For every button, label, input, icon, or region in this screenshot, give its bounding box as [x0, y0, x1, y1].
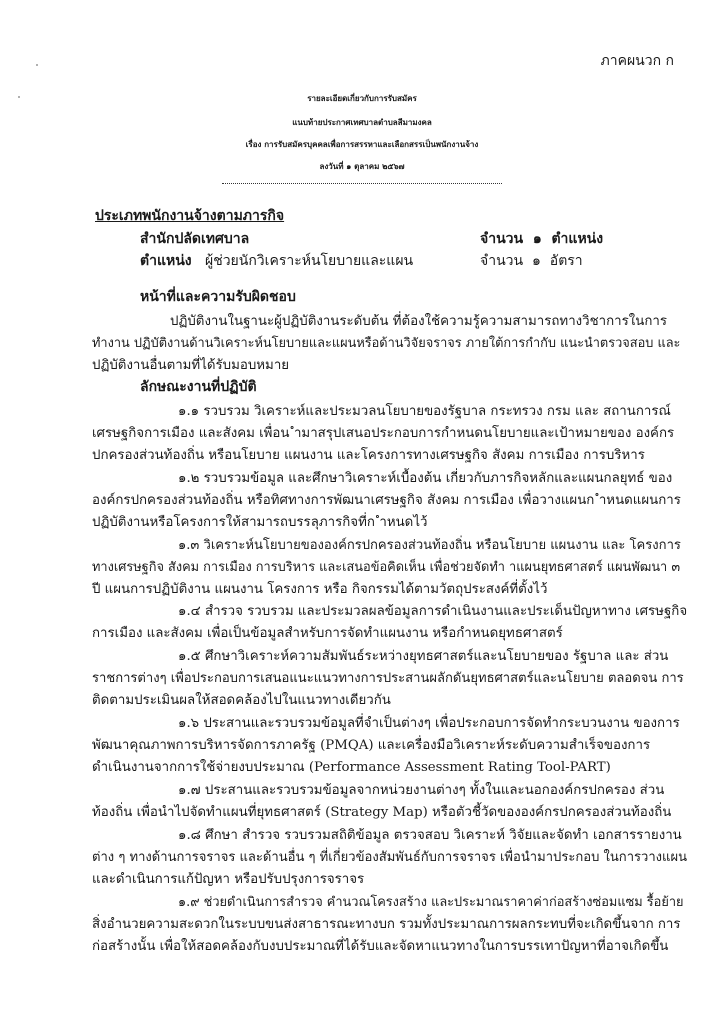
office-count	[480, 228, 603, 250]
duties-line: ปฏิบัติงานในฐานะผู้ปฏิบัติงานระดับต้น ที่ต้องใช้ความรู้ความสามารถทางวิชาการในการ	[170, 314, 668, 329]
work-line: สิ่งอำนวยความสะดวกในระบบขนส่งสาธารณะทางบก รวมทั้งประมาณการผลกระทบที่จะเกิดขึ้นจาก การ	[92, 917, 681, 932]
work-line: ปี แผนการปฏิบัติงาน แผนงาน โครงการ หรือ กิจกรรมได้ตามวัตถุประสงค์ที่ตั้งไว้	[92, 582, 548, 597]
work-line: ๑.๘ ศึกษา สำรวจ รวบรวมสถิติข้อมูล ตรวจสอบ วิเคราะห์ วิจัยและจัดทำ เอกสารรายงาน	[178, 828, 682, 843]
position-label: ตำแหน่ง	[140, 253, 192, 269]
position-count-unit: อัตรา	[549, 253, 583, 269]
work-line: ๑.๑ รวบรวม วิเคราะห์และประมวลนโยบายของรัฐบาล กระทรวง กรม และ สถานการณ์	[178, 404, 671, 419]
office-count-unit: ตำแหน่ง	[551, 231, 604, 247]
work-line: และดำเนินการแก้ปัญหา หรือปรับปรุงการจราจร	[92, 872, 365, 887]
work-line: ปกครองส่วนท้องถิ่น หรือนโยบาย แผนงาน และโครงการทางเศรษฐกิจ สังคม การเมือง การบริหาร	[92, 448, 645, 463]
position-count	[480, 250, 583, 272]
duties-line: ปฏิบัติงานอื่นตามที่ได้รับมอบหมาย	[92, 358, 290, 373]
position-name: ผู้ช่วยนักวิเคราะห์นโยบายและแผน	[204, 253, 414, 269]
work-line: ราชการต่างๆ เพื่อประกอบการเสนอแนะแนวทางการประสานผลักดันยุทธศาสตร์และนโยบาย ตลอดจน การ	[92, 671, 684, 686]
position-count-value: ๑	[531, 253, 541, 269]
work-line: ๑.๙ ช่วยดำเนินการสำรวจ คำนวณโครงสร้าง และประมาณราคาค่าก่อสร้างซ่อมแซม รื้อย้าย	[178, 895, 684, 910]
work-line: ๑.๓ วิเคราะห์นโยบายขององค์กรปกครองส่วนท้องถิ่น หรือนโยบาย แผนงาน และ โครงการ	[178, 538, 681, 553]
work-line: ต่าง ๆ ทางด้านการจราจร และด้านอื่น ๆ ที่เกี่ยวข้องสัมพันธ์กับการจราจร เพื่อนำมาประกอบ ในการวางแผน	[92, 850, 688, 865]
work-line: ติดตามประเมินผลให้สอดคล้องไปในแนวทางเดียวกัน	[92, 693, 391, 708]
appendix-label: ภาคผนวก ก	[600, 53, 674, 69]
work-line: การเมือง และสังคม เพื่อเป็นข้อมูลสำหรับการจัดทำแผนงาน หรือกำหนดยุทธศาสตร์	[92, 626, 563, 641]
work-line: ดำเนินงานจากการใช้จ่ายงบประมาณ (Performance Assessment Rating Tool-PART)	[92, 760, 611, 775]
document-date: ลงวันที่ ๑ ตุลาคม ๒๕๖๗	[319, 161, 405, 171]
position-count-label: จำนวน	[480, 253, 524, 269]
duties-heading: หน้าที่และความรับผิดชอบ	[140, 289, 296, 305]
document-subject: เรื่อง การรับสมัครบุคคลเพื่อการสรรหาและเลือกสรรเป็นพนักงานจ้าง	[245, 139, 479, 149]
work-line: ปฏิบัติงานหรือโครงการให้สามารถบรรลุภารกิจที่ก ำหนดไว้	[92, 515, 428, 530]
work-line: องค์กรปกครองส่วนท้องถิ่น หรือทิศทางการพัฒนาเศรษฐกิจ สังคม การเมือง เพื่อวางแผนก ำหนดแผนการ	[92, 493, 681, 508]
position-row	[140, 250, 413, 272]
work-line: ทางเศรษฐกิจ สังคม การเมือง การบริหาร และเสนอข้อคิดเห็น เพื่อช่วยจัดทำ าแผนยุทธศาสตร์ แผนพัฒนา ๓	[92, 560, 681, 575]
office-name: สำนักปลัดเทศบาล	[140, 231, 250, 247]
work-line: ๑.๖ ประสานและรวบรวมข้อมูลที่จำเป็นต่างๆ เพื่อประกอบการจัดทำกระบวนงาน ของการ	[178, 716, 680, 731]
document-subtitle: แนบท้ายประกาศเทศบาลตำบลสีมามงคล	[292, 117, 432, 127]
work-heading: ลักษณะงานที่ปฏิบัติ	[140, 379, 257, 395]
work-line: ๑.๔ สำรวจ รวบรวม และประมวลผลข้อมูลการดำเนินงานและประเด็นปัญหาทาง เศรษฐกิจ	[178, 604, 688, 619]
document-title: รายละเอียดเกี่ยวกับการรับสมัคร	[307, 93, 417, 103]
work-line: ๑.๕ ศึกษาวิเคราะห์ความสัมพันธ์ระหว่างยุทธศาสตร์และนโยบายของ รัฐบาล และ ส่วน	[178, 649, 669, 664]
work-line: ท้องถิ่น เพื่อนำไปจัดทำแผนที่ยุทธศาสตร์ (Strategy Map) หรือตัวชี้วัดขององค์กรปกครองส่วนท้องถิ่น	[92, 805, 672, 820]
dotted-separator	[222, 183, 502, 184]
scan-speck	[36, 64, 38, 66]
office-count-value: ๑	[532, 231, 542, 247]
category-heading: ประเภทพนักงานจ้างตามภารกิจ	[95, 208, 285, 224]
work-line: ก่อสร้างนั้น เพื่อให้สอดคล้องกับงบประมาณที่ได้รับและจัดหาแนวทางในการบรรเทาปัญหาที่อาจเกิดขึ้น	[92, 939, 669, 954]
work-line: เศรษฐกิจการเมือง และสังคม เพื่อน ำมาสรุปเสนอประกอบการกำหนดนโยบายและเป้าหมายของ องค์กร	[92, 426, 675, 441]
work-line: ๑.๒ รวบรวมข้อมูล และศึกษาวิเคราะห์เบื้องต้น เกี่ยวกับภารกิจหลักและแผนกลยุทธ์ ของ	[178, 471, 673, 486]
duties-line: ทำงาน ปฏิบัติงานด้านวิเคราะห์นโยบายและแผนหรือด้านวิจัยจราจร ภายใต้การกำกับ แนะนำตรวจสอบ และ	[92, 336, 681, 351]
office-count-label: จำนวน	[480, 231, 524, 247]
work-line: พัฒนาคุณภาพการบริหารจัดการภาครัฐ (PMQA) และเครื่องมือวิเคราะห์ระดับความสำเร็จของการ	[92, 738, 651, 753]
work-line: ๑.๗ ประสานและรวบรวมข้อมูลจากหน่วยงานต่างๆ ทั้งในและนอกองค์กรปกครอง ส่วน	[178, 783, 665, 798]
